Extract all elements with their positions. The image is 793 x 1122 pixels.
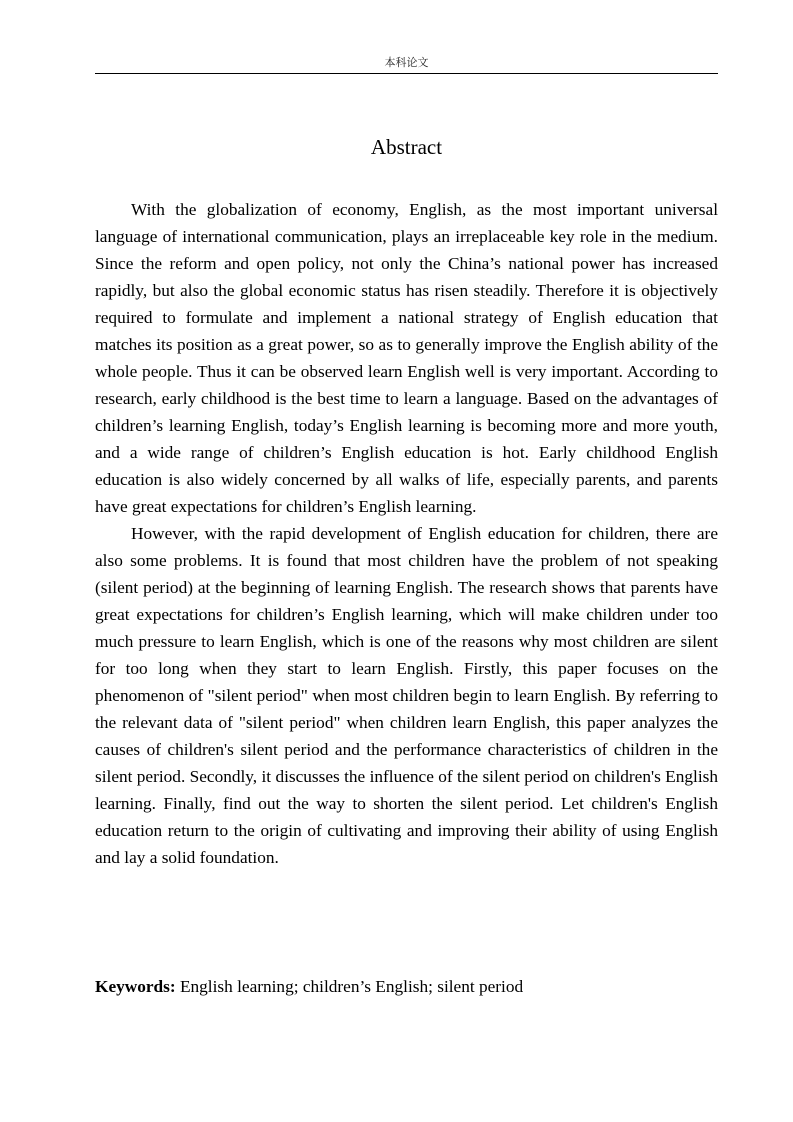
keywords-label: Keywords: [95,977,176,996]
keywords-text: English learning; children’s English; silent period [179,977,524,996]
header-rule [95,73,718,74]
abstract-body [95,196,718,871]
running-header: 本科论文 [384,56,429,69]
abstract-paragraph-1: With the globalization of economy, English, as the most important universal language of international communication, plays an irreplaceable key role in the medium. Since the reform and open policy, not only the China’s national power has increased rapidly, but also the global economic status has risen steadily. Therefore it is objectively required to formulate and implement a national strategy of English education that matches its position as a great power, so as to generally improve the English ability of the whole people. Thus it can be observed learn English well is very important. According to research, early childhood is the best time to learn a language. Based on the advantages of children’s learning English, today’s English learning is becoming more and more youth, and a wide range of children’s English education is hot. Early childhood English education is also widely concerned by all walks of life, especially parents, and parents have great expectations for children’s English learning. [95,200,718,516]
abstract-title: Abstract [370,135,443,159]
abstract-paragraph-2: However, with the rapid development of English education for children, there are also some problems. It is found that most children have the problem of not speaking (silent period) at the beginning of learning English. The research shows that parents have great expectations for children’s English learning, which will make children under too much pressure to learn English, which is one of the reasons why most children are silent for too long when they start to learn English. Firstly, this paper focuses on the phenomenon of "silent period" when most children begin to learn English. By referring to the relevant data of "silent period" when children learn English, this paper analyzes the causes of children's silent period and the performance characteristics of children in the silent period. Secondly, it discusses the influence of the silent period on children's English learning. Finally, find out the way to shorten the silent period. Let children's English education return to the origin of cultivating and improving their ability of using English and lay a solid foundation. [95,524,718,867]
keywords-line [95,973,718,1000]
